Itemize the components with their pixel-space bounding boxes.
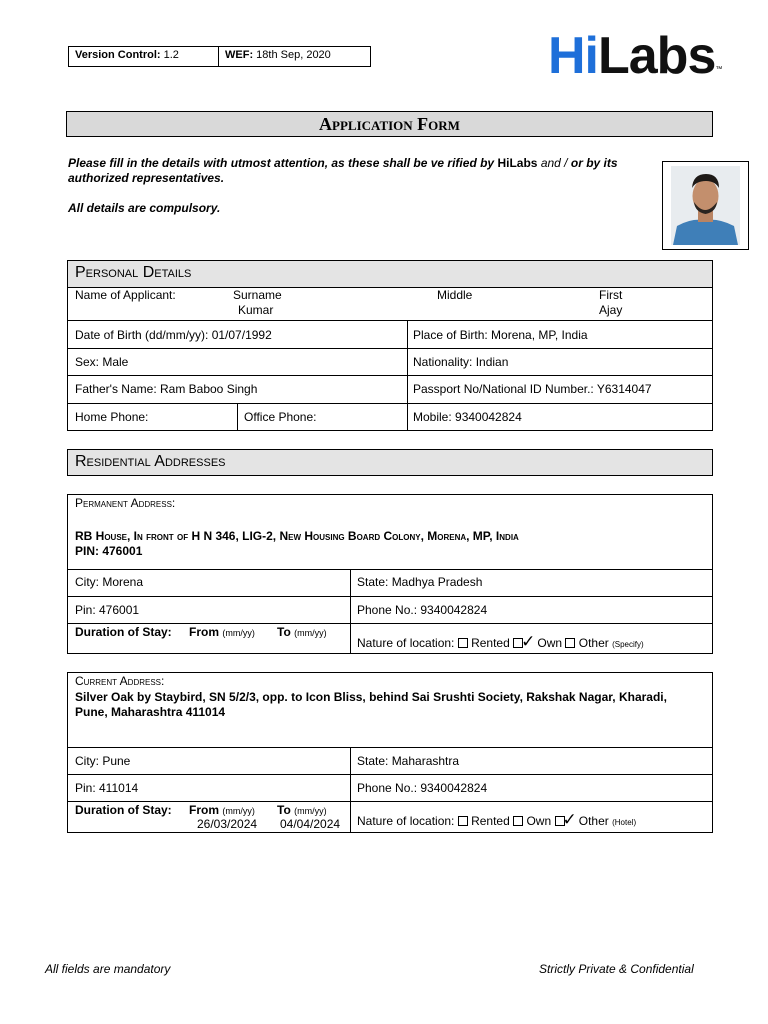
current-from-label: From (mm/yy) bbox=[189, 803, 255, 817]
permanent-nature-row: Nature of location: Rented ✓ Own Other (Specify) bbox=[357, 632, 644, 651]
surname-label: Surname bbox=[233, 288, 282, 302]
current-own-checkbox[interactable] bbox=[513, 816, 523, 826]
first-value: Ajay bbox=[599, 303, 623, 317]
nationality-text: Nationality: Indian bbox=[413, 355, 509, 369]
permanent-other-checkbox[interactable] bbox=[565, 638, 575, 648]
page-title: Application Form bbox=[319, 114, 460, 134]
first-label: First bbox=[599, 288, 623, 302]
permanent-state: State: Madhya Pradesh bbox=[357, 575, 483, 589]
permanent-address-text: RB House, In front of H N 346, LIG-2, New Housing Board Colony, Morena, MP, India bbox=[75, 529, 519, 543]
current-phone: Phone No.: 9340042824 bbox=[357, 781, 488, 795]
pob-text: Place of Birth: Morena, MP, India bbox=[413, 328, 588, 342]
applicant-photo bbox=[671, 166, 740, 245]
personal-details-heading: Personal Details bbox=[75, 264, 192, 281]
current-from-value[interactable]: 26/03/2024 bbox=[197, 817, 258, 831]
current-address-line-2: Pune, Maharashtra 411014 bbox=[75, 705, 226, 719]
footer-left: All fields are mandatory bbox=[45, 962, 171, 976]
wef-text: WEF: 18th Sep, 2020 bbox=[225, 49, 331, 61]
middle-label: Middle bbox=[437, 288, 473, 302]
current-address-heading: Current Address: bbox=[75, 674, 165, 688]
permanent-from-label: From (mm/yy) bbox=[189, 625, 255, 639]
permanent-city: City: Morena bbox=[75, 575, 144, 589]
office-phone-text: Office Phone: bbox=[244, 410, 317, 424]
permanent-own-checkmark-icon: ✓ bbox=[521, 632, 536, 651]
footer-right: Strictly Private & Confidential bbox=[539, 962, 694, 976]
home-phone-text: Home Phone: bbox=[75, 410, 149, 424]
permanent-pin-line: PIN: 476001 bbox=[75, 544, 143, 558]
current-pin: Pin: 411014 bbox=[75, 781, 139, 795]
permanent-address-heading: Permanent Address: bbox=[75, 496, 176, 510]
current-other-checkmark-icon: ✓ bbox=[562, 810, 577, 829]
current-to-value[interactable]: 04/04/2024 bbox=[280, 817, 341, 831]
hilabs-logo: HiLabs™ bbox=[548, 27, 722, 85]
instruction-line-2: authorized representatives. bbox=[68, 171, 225, 185]
permanent-to-label: To (mm/yy) bbox=[277, 625, 327, 639]
sex-text: Sex: Male bbox=[75, 355, 129, 369]
current-rented-checkbox[interactable] bbox=[458, 816, 468, 826]
current-nature-row: Nature of location: Rented Own ✓ Other (Hotel) bbox=[357, 810, 637, 829]
surname-value: Kumar bbox=[238, 303, 274, 317]
residential-heading: Residential Addresses bbox=[75, 453, 226, 470]
passport-text: Passport No/National ID Number.: Y6314047 bbox=[413, 382, 652, 396]
compulsory-note: All details are compulsory. bbox=[68, 201, 221, 215]
dob-text: Date of Birth (dd/mm/yy): 01/07/1992 bbox=[75, 328, 272, 342]
father-text: Father's Name: Ram Baboo Singh bbox=[75, 382, 258, 396]
name-label: Name of Applicant: bbox=[75, 288, 176, 302]
mobile-text: Mobile: 9340042824 bbox=[413, 410, 522, 424]
permanent-duration-label-row: Duration of Stay: bbox=[75, 625, 172, 639]
current-address-line-1: Silver Oak by Staybird, SN 5/2/3, opp. to Icon Bliss, behind Sai Srushti Society, Rakshak Nagar, Kharadi, bbox=[75, 690, 667, 704]
current-duration-label-row: Duration of Stay: bbox=[75, 803, 172, 817]
version-control-text: Version Control: 1.2 bbox=[75, 49, 179, 61]
current-state: State: Maharashtra bbox=[357, 754, 460, 768]
permanent-pin: Pin: 476001 bbox=[75, 603, 140, 617]
instruction-line-1: Please fill in the details with utmost attention, as these shall be ve rified by HiLabs and / or by its bbox=[68, 156, 618, 170]
current-city: City: Pune bbox=[75, 754, 131, 768]
current-to-label: To (mm/yy) bbox=[277, 803, 327, 817]
permanent-rented-checkbox[interactable] bbox=[458, 638, 468, 648]
permanent-phone: Phone No.: 9340042824 bbox=[357, 603, 488, 617]
